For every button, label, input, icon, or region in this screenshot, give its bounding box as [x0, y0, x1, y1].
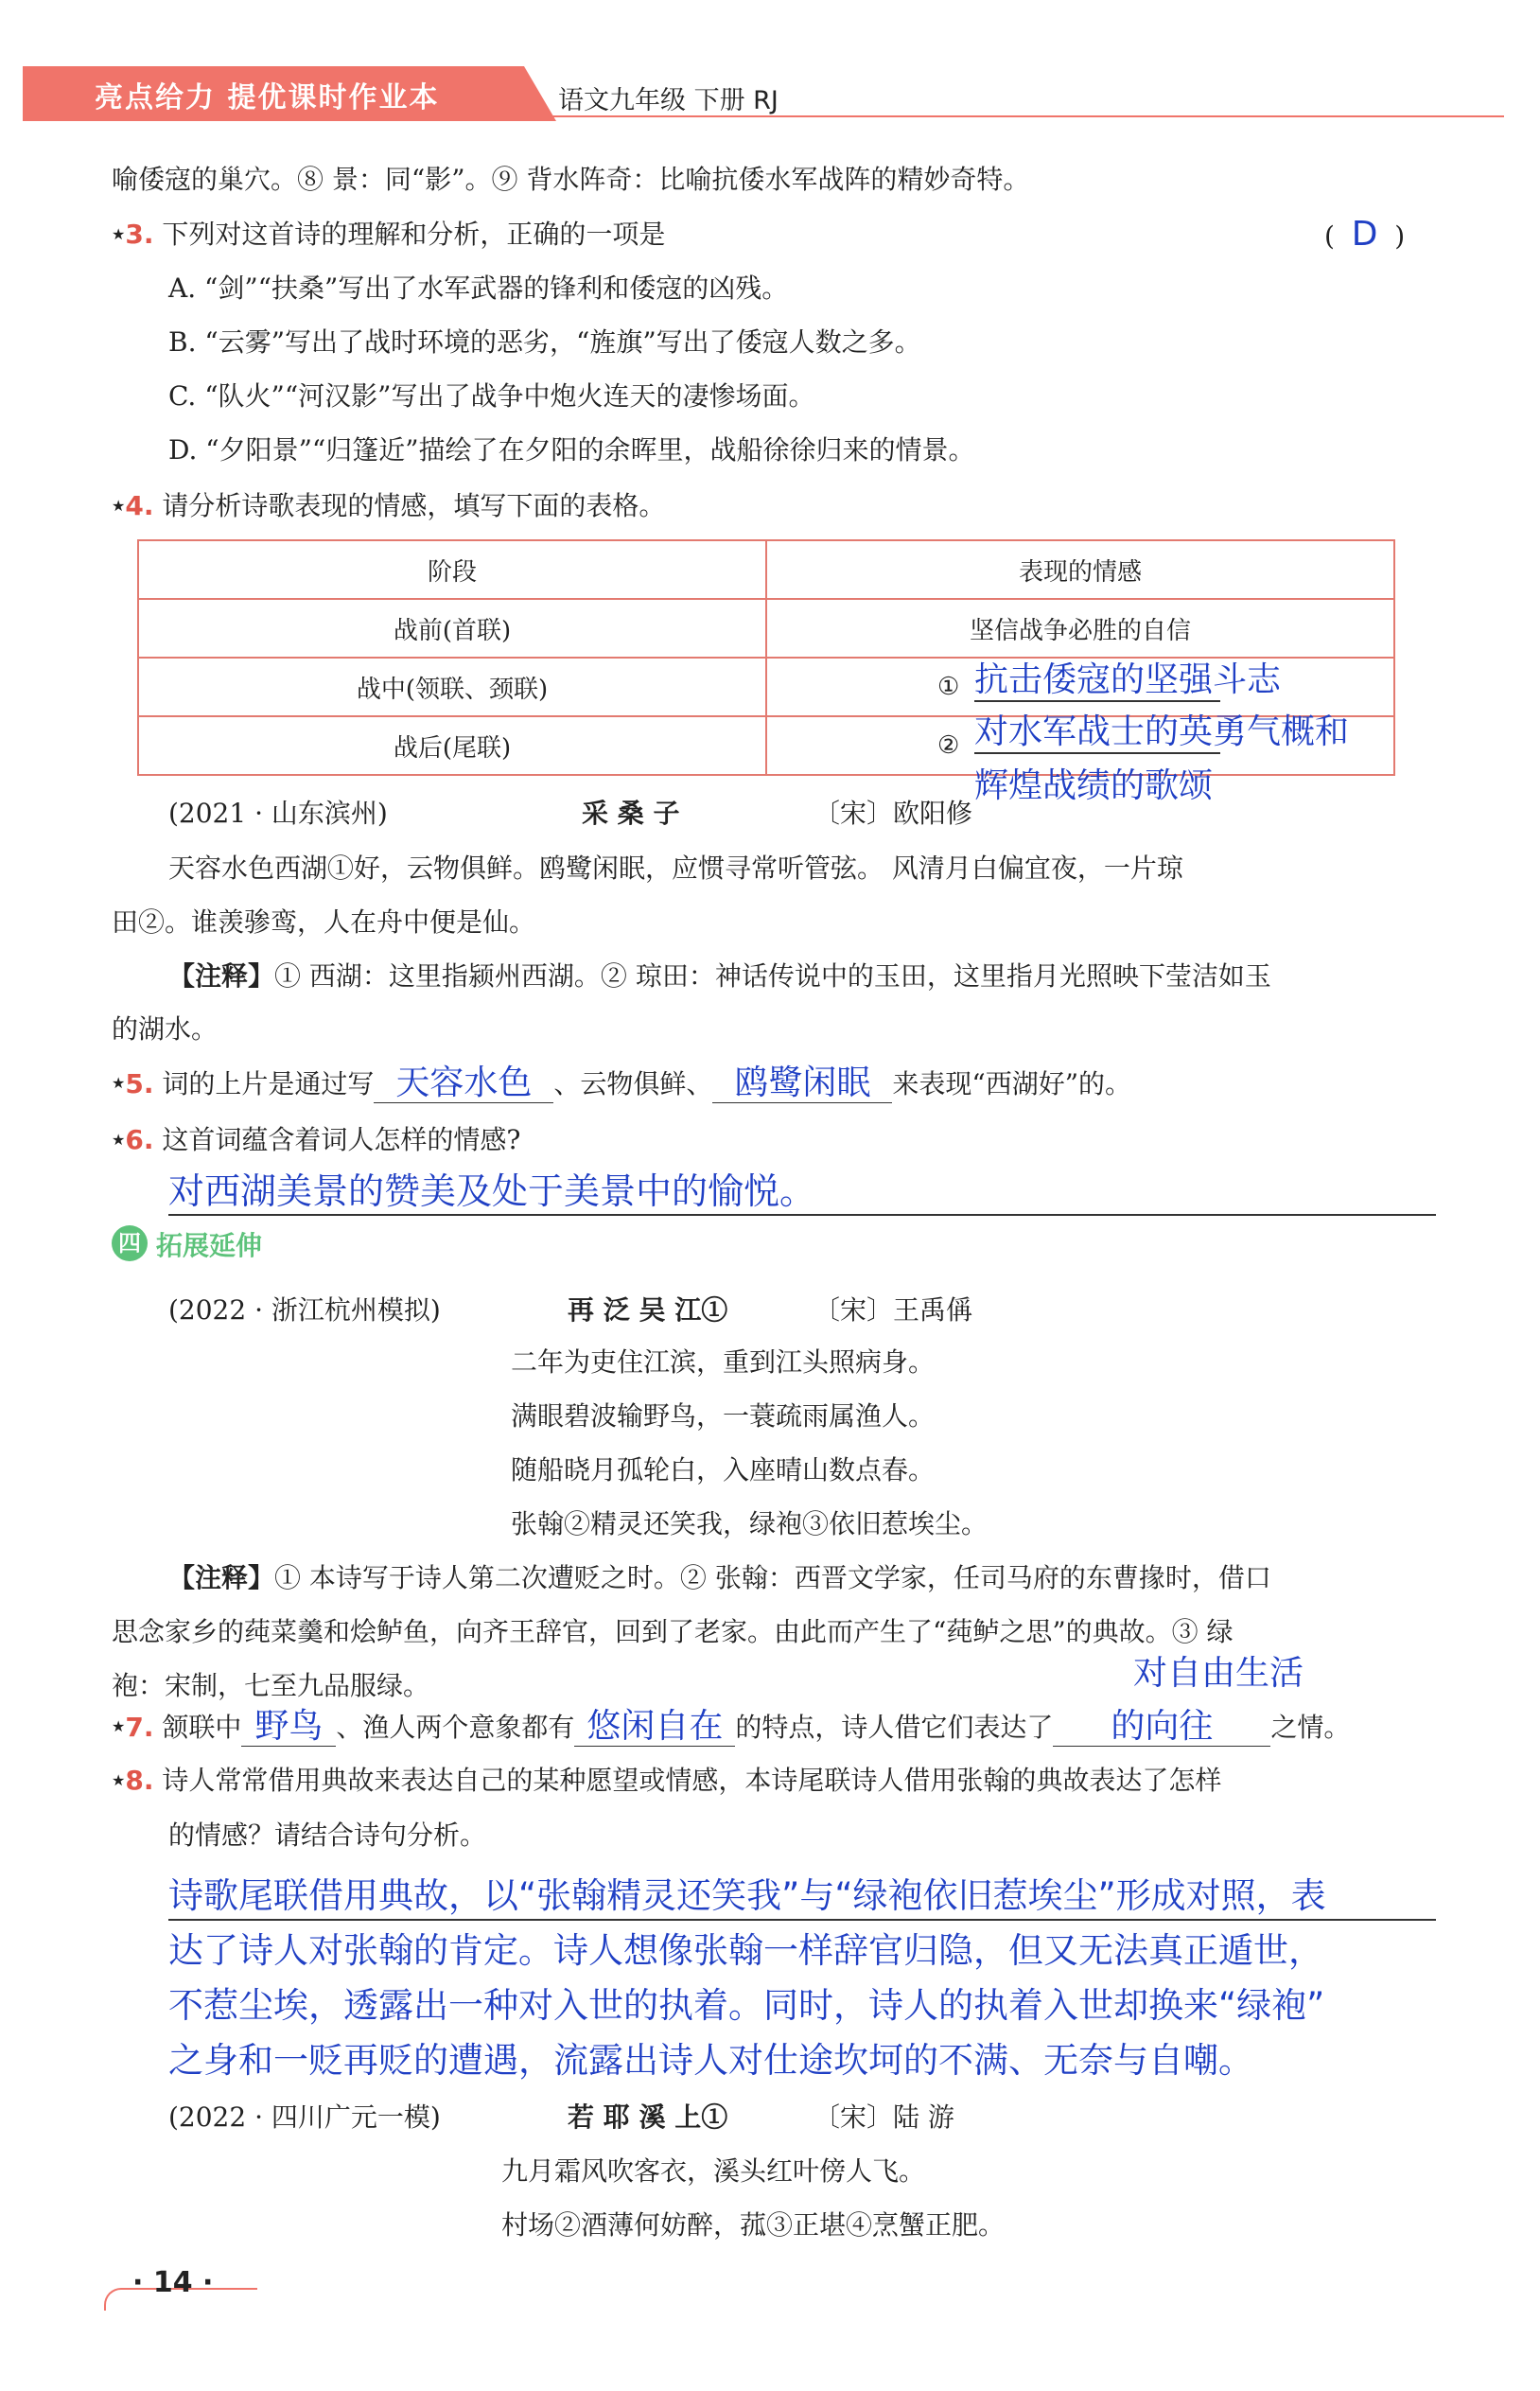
poem3-title: 若 耶 溪 上① [568, 2101, 728, 2133]
q4-number: 4. [125, 490, 154, 521]
poem2-line: 随船晓月孤轮白，入座晴山数点春。 [511, 1454, 936, 1486]
header-rule [530, 115, 1504, 117]
q3-answer: D [1351, 215, 1378, 254]
table-cell-emotion: 坚信战争必胜的自信 [766, 599, 1394, 658]
star-mark: ★ [112, 1717, 126, 1735]
star-mark: ★ [112, 1131, 126, 1149]
q3-stem [112, 216, 665, 254]
intro-note: 喻倭寇的巢穴。⑧ 景：同“影”。⑨ 背水阵奇：比喻抗倭水军战阵的精妙奇特。 [112, 164, 1030, 195]
poem3-author: 〔宋〕陆 游 [814, 2101, 954, 2133]
poem1-line2: 田②。谁羡骖鸾，人在舟中便是仙。 [112, 906, 536, 938]
q4-answer-1: 抗击倭寇的坚强斗志 [974, 660, 1282, 699]
q7-blank-2: 悠闲自在 [574, 1708, 735, 1747]
poem1-line1: 天容水色西湖①好，云物俱鲜。鸥鹭闲眠，应惯寻常听管弦。 风清月白偏宜夜，一片琼 [168, 853, 1183, 884]
q7 [112, 1708, 1350, 1747]
poem3-line: 九月霜风吹客衣，溪头红叶傍人飞。 [501, 2155, 926, 2187]
q6-stem-text: 这首词蕴含着词人怎样的情感? [162, 1124, 521, 1155]
q8-answer-line: 不惹尘埃，透露出一种对入世的执着。同时，诗人的执着入世却换来“绿袍” [168, 1985, 1325, 2026]
q6-answer: 对西湖美景的赞美及处于美景中的愉悦。 [168, 1170, 816, 1212]
answer-underline [168, 1919, 1436, 1921]
q4-answer-2b: 辉煌战绩的歌颂 [974, 766, 1214, 805]
q5-mid: 、云物俱鲜、 [553, 1068, 713, 1099]
q4-stem [112, 487, 665, 525]
poem1-title: 采 桑 子 [582, 798, 680, 829]
table-cell-stage: 战前(首联) [138, 599, 766, 658]
table-cell-stage: 战后(尾联) [138, 716, 766, 775]
q3-answer-bracket: ( D ) [1324, 215, 1406, 254]
poem2-author: 〔宋〕王禹偁 [814, 1294, 973, 1326]
q8-stem1 [112, 1762, 1221, 1800]
poem1-author: 〔宋〕欧阳修 [814, 798, 973, 829]
q3-option-c: C. “队火”“河汉影”写出了战争中炮火连天的凄惨场面。 [168, 380, 815, 412]
answer-mark: ② [937, 731, 960, 760]
q7-suffix: 之情。 [1270, 1712, 1351, 1743]
note-label: 【注释】 [168, 1562, 275, 1593]
header-subject: 语文九年级 下册 RJ [558, 86, 779, 115]
table-header-stage: 阶段 [138, 540, 766, 599]
answer-underline [974, 752, 1220, 754]
q3-option-b: B. “云雾”写出了战时环境的恶劣，“旌旗”写出了倭寇人数之多。 [168, 326, 921, 358]
poem1-note2: 的湖水。 [112, 1013, 219, 1045]
note-text: ① 西湖：这里指颍州西湖。② 琼田：神话传说中的玉田，这里指月光照映下莹洁如玉 [274, 960, 1271, 992]
q7-blank-3: 的向往 [1053, 1708, 1270, 1747]
star-mark: ★ [112, 497, 126, 515]
q7-prefix: 颔联中 [162, 1712, 242, 1743]
q7-mid2: 的特点，诗人借它们表达了 [735, 1712, 1054, 1743]
section-title: 拓展延伸 [156, 1230, 263, 1261]
poem1-note1 [168, 958, 1271, 995]
q3-number: 3. [125, 219, 154, 250]
poem2-line: 张翰②精灵还笑我，绿袍③依旧惹埃尘。 [511, 1508, 989, 1539]
star-mark: ★ [112, 1074, 126, 1092]
poem2-line: 满眼碧波输野鸟，一蓑疏雨属渔人。 [511, 1400, 936, 1432]
poem1-source: (2021 · 山东滨州) [168, 798, 388, 829]
q8-answer [168, 1869, 1326, 2088]
q5 [112, 1064, 1131, 1103]
answer-underline [974, 700, 1220, 702]
q5-prefix: 词的上片是通过写 [162, 1068, 375, 1099]
note-text: ① 本诗写于诗人第二次遭贬之时。② 张翰：西晋文学家，任司马府的东曹掾时，借口 [274, 1562, 1271, 1593]
q7-answer-3-top: 对自由生活 [1133, 1654, 1304, 1693]
q8-answer-line: 达了诗人对张翰的肯定。诗人想像张翰一样辞官归隐，但又无法真正遁世， [168, 1930, 1323, 1971]
table-row [138, 599, 1394, 658]
q3-option-d: D. “夕阳景”“归篷近”描绘了在夕阳的余晖里，战船徐徐归来的情景。 [168, 434, 975, 466]
q8-answer-line: 之身和一贬再贬的遭遇，流露出诗人对仕途坎坷的不满、无奈与自嘲。 [168, 2040, 1253, 2081]
poem2-note1 [168, 1559, 1271, 1597]
q5-blank-2: 鸥鹭闲眠 [712, 1064, 892, 1103]
answer-mark: ① [937, 673, 960, 701]
star-mark: ★ [112, 225, 126, 243]
poem3-line: 村场②酒薄何妨醉，菰③正堪④烹蟹正肥。 [501, 2209, 1006, 2241]
q5-blank-1: 天容水色 [374, 1064, 553, 1103]
q8-number: 8. [125, 1765, 154, 1796]
q3-stem-text: 下列对这首诗的理解和分析，正确的一项是 [162, 219, 666, 250]
q5-number: 5. [125, 1068, 154, 1099]
q4-answer-2a: 对水军战士的英勇气概和 [974, 712, 1350, 751]
table-cell-stage: 战中(领联、颈联) [138, 658, 766, 716]
page-number: · 14 · [132, 2266, 214, 2299]
q3-option-a: A. “剑”“扶桑”写出了水军武器的锋利和倭寇的凶残。 [168, 273, 789, 304]
q7-blank-1: 野鸟 [241, 1708, 336, 1747]
q6-number: 6. [125, 1124, 154, 1155]
poem2-note3: 袍：宋制，七至九品服绿。 [112, 1670, 430, 1701]
poem2-note2: 思念家乡的莼菜羹和烩鲈鱼，向齐王辞官，回到了老家。由此而产生了“莼鲈之思”的典故。③ 绿 [112, 1616, 1234, 1647]
q8-stem2: 的情感？请结合诗句分析。 [168, 1820, 487, 1851]
q8-stem-text: 诗人常常借用典故来表达自己的某种愿望或情感，本诗尾联诗人借用张翰的典故表达了怎样 [162, 1765, 1222, 1796]
answer-underline [168, 1214, 1436, 1216]
star-mark: ★ [112, 1771, 126, 1789]
poem3-source: (2022 · 四川广元一模) [168, 2101, 441, 2133]
table-header-emotion: 表现的情感 [766, 540, 1394, 599]
poem2-line: 二年为吏住江滨，重到江头照病身。 [511, 1346, 936, 1378]
q7-mid1: 、渔人两个意象都有 [336, 1712, 575, 1743]
q6-stem [112, 1121, 520, 1159]
q5-suffix: 来表现“西湖好”的。 [892, 1068, 1132, 1099]
note-label: 【注释】 [168, 960, 275, 992]
table-header-row [138, 540, 1394, 599]
poem2-title: 再 泛 吴 江① [568, 1294, 728, 1326]
header-title: 亮点给力 提优课时作业本 [95, 81, 440, 114]
section-number-icon: 四 [112, 1225, 148, 1261]
q4-stem-text: 请分析诗歌表现的情感，填写下面的表格。 [162, 490, 666, 521]
q8-answer-line: 诗歌尾联借用典故，以“张翰精灵还笑我”与“绿袍依旧惹埃尘”形成对照，表 [168, 1875, 1326, 1916]
poem2-source: (2022 · 浙江杭州模拟) [168, 1294, 441, 1326]
q7-number: 7. [125, 1712, 154, 1743]
